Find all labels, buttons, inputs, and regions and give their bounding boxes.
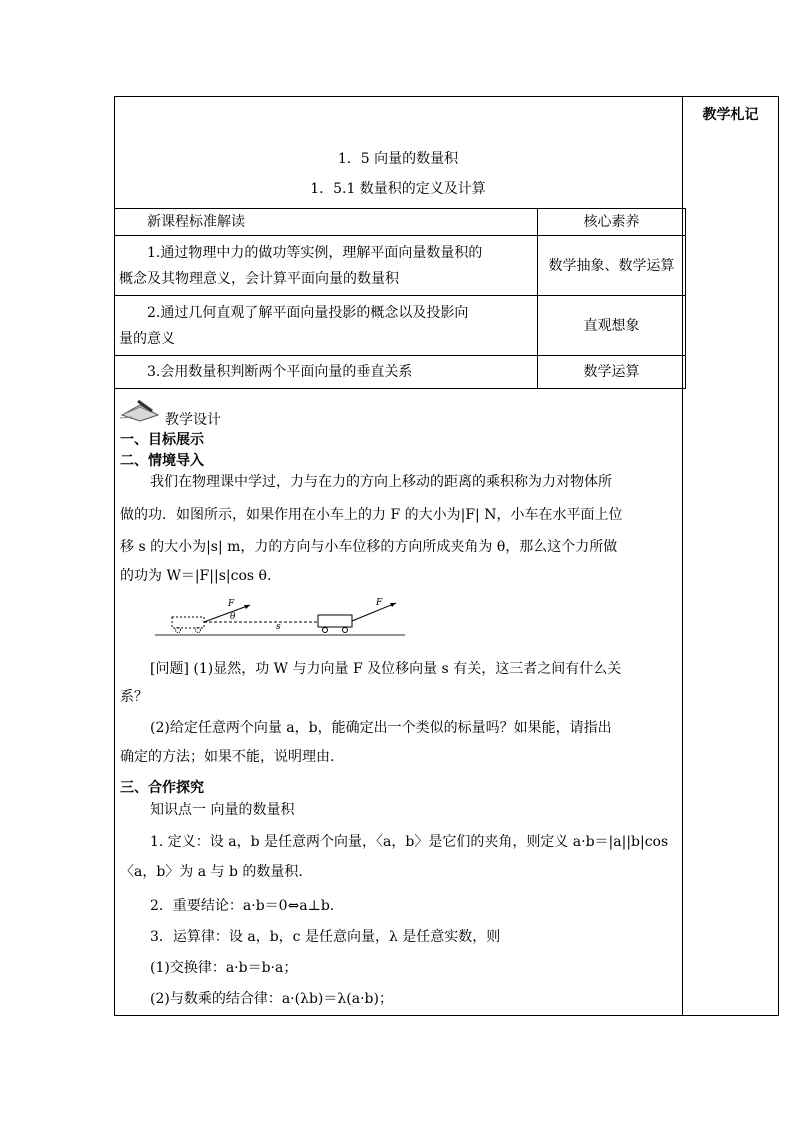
definition-text: 1. 定义：设 a，b 是任意两个向量，〈a，b〉是它们的夹角，则定义 a·b＝|a||b|cos bbox=[150, 834, 669, 850]
force-label: F bbox=[228, 599, 235, 609]
standard-cell bbox=[115, 236, 538, 296]
cart-force-figure bbox=[150, 595, 410, 644]
standards-table bbox=[114, 208, 686, 389]
standard-text: 2.通过几何直观了解平面向量投影的概念以及投影向 bbox=[147, 304, 469, 321]
table-row bbox=[115, 356, 686, 389]
table-row bbox=[115, 296, 686, 356]
cart-start bbox=[172, 617, 204, 628]
core-cell: 直观想象 bbox=[538, 296, 686, 356]
force-arrow bbox=[204, 605, 250, 622]
table-header-row bbox=[115, 209, 686, 236]
law-text: 3．运算律：设 a，b，c 是任意向量，λ 是任意实数，则 bbox=[150, 929, 501, 945]
intro-text: 我们在物理课中学过，力与在力的方向上移动的距离的乘积称为力对物体所 bbox=[150, 474, 612, 490]
header-core: 核心素养 bbox=[538, 209, 686, 236]
teaching-notes-title: 教学札记 bbox=[702, 107, 759, 123]
knowledge-title: 知识点一 向量的数量积 bbox=[150, 802, 295, 818]
angle-label: θ bbox=[230, 612, 236, 622]
section-intro: 二、情境导入 bbox=[120, 453, 204, 469]
header-standards: 新课程标准解读 bbox=[115, 209, 538, 236]
intro-text: 的功为 W＝|F||s|cos θ. bbox=[120, 568, 272, 584]
book-pen-icon bbox=[118, 397, 162, 427]
teaching-design-label: 教学设计 bbox=[165, 412, 221, 428]
core-cell: 数学运算 bbox=[538, 356, 686, 389]
lesson-subtitle: 1．5.1 数量积的定义及计算 bbox=[310, 181, 486, 197]
standard-cell: 3.会用数量积判断两个平面向量的垂直关系 bbox=[115, 356, 538, 389]
question-text: 系？ bbox=[120, 689, 148, 705]
table-row bbox=[115, 236, 686, 296]
displacement-label: s bbox=[276, 622, 281, 632]
standard-text: 1.通过物理中力的做功等实例，理解平面向量数量积的 bbox=[147, 244, 483, 261]
standard-cell bbox=[115, 296, 538, 356]
force-label: F bbox=[376, 598, 383, 608]
core-cell: 数学抽象、数学运算 bbox=[538, 236, 686, 296]
lesson-title: 1．5 向量的数量积 bbox=[337, 151, 459, 167]
law-text: (2)与数乘的结合律：a·(λb)＝λ(a·b)； bbox=[150, 991, 393, 1007]
section-goal: 一、目标展示 bbox=[120, 432, 204, 448]
intro-text: 移 s 的大小为|s| m，力的方向与小车位移的方向所成夹角为 θ，那么这个力所做 bbox=[120, 539, 618, 555]
conclusion-text: 2．重要结论：a·b＝0⇔a⊥b. bbox=[150, 898, 335, 914]
definition-text: 〈a，b〉为 a 与 b 的数量积. bbox=[120, 864, 303, 880]
law-text: (1)交换律：a·b＝b·a； bbox=[150, 960, 298, 976]
question-text: [问题] (1)显然，功 W 与力向量 F 及位移向量 s 有关，这三者之间有什么关 bbox=[150, 661, 622, 677]
intro-text: 做的功．如图所示，如果作用在小车上的力 F 的大小为|F| N，小车在水平面上位 bbox=[120, 507, 623, 523]
cart-end bbox=[318, 615, 352, 627]
question-text: (2)给定任意两个向量 a，b，能确定出一个类似的标量吗？如果能，请指出 bbox=[150, 720, 612, 736]
standard-text: 概念及其物理意义，会计算平面向量的数量积 bbox=[119, 270, 399, 287]
section-explore: 三、合作探究 bbox=[120, 780, 204, 796]
standard-text: 量的意义 bbox=[119, 330, 175, 347]
question-text: 确定的方法；如果不能，说明理由. bbox=[120, 749, 335, 765]
